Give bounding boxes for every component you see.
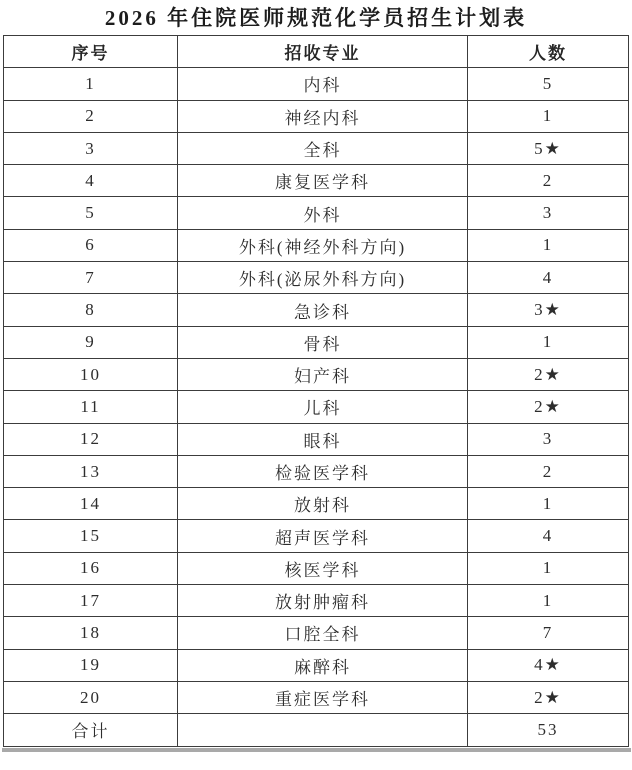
row-headcount: 3	[468, 423, 629, 455]
table-row	[4, 488, 629, 520]
row-major: 检验医学科	[178, 455, 468, 487]
row-major: 核医学科	[178, 552, 468, 584]
row-major: 儿科	[178, 391, 468, 423]
table-row	[4, 132, 629, 164]
row-serial-number: 11	[4, 391, 178, 423]
row-headcount: 3	[468, 197, 629, 229]
row-headcount: 2★	[468, 391, 629, 423]
col-header-recruitment-major: 招收专业	[178, 36, 468, 68]
row-major: 妇产科	[178, 358, 468, 390]
recruitment-plan-table	[3, 35, 629, 747]
row-major: 内科	[178, 68, 468, 100]
header-row	[4, 36, 629, 68]
row-headcount: 7	[468, 617, 629, 649]
row-headcount: 1	[468, 326, 629, 358]
page-bottom-edge-shadow	[2, 748, 631, 752]
row-serial-number: 12	[4, 423, 178, 455]
row-headcount: 2★	[468, 358, 629, 390]
row-major: 神经内科	[178, 100, 468, 132]
row-serial-number: 9	[4, 326, 178, 358]
row-serial-number: 19	[4, 649, 178, 681]
row-headcount: 4★	[468, 649, 629, 681]
row-headcount: 2★	[468, 681, 629, 713]
table-row	[4, 423, 629, 455]
row-serial-number: 16	[4, 552, 178, 584]
row-serial-number: 14	[4, 488, 178, 520]
row-headcount: 1	[468, 552, 629, 584]
row-serial-number: 8	[4, 294, 178, 326]
row-serial-number: 13	[4, 455, 178, 487]
table-row	[4, 552, 629, 584]
table-row	[4, 197, 629, 229]
total-row-major-empty	[178, 714, 468, 746]
row-headcount: 2	[468, 165, 629, 197]
row-serial-number: 7	[4, 262, 178, 294]
total-row	[4, 714, 629, 746]
row-major: 眼科	[178, 423, 468, 455]
table-row	[4, 681, 629, 713]
table-row	[4, 326, 629, 358]
row-major: 全科	[178, 132, 468, 164]
row-headcount: 1	[468, 100, 629, 132]
table-row	[4, 229, 629, 261]
row-major: 骨科	[178, 326, 468, 358]
row-serial-number: 15	[4, 520, 178, 552]
row-major: 放射科	[178, 488, 468, 520]
row-major: 急诊科	[178, 294, 468, 326]
table-row	[4, 649, 629, 681]
row-serial-number: 4	[4, 165, 178, 197]
row-major: 麻醉科	[178, 649, 468, 681]
table-row	[4, 68, 629, 100]
table-row	[4, 455, 629, 487]
table-row	[4, 520, 629, 552]
row-serial-number: 6	[4, 229, 178, 261]
row-serial-number: 3	[4, 132, 178, 164]
row-headcount: 1	[468, 585, 629, 617]
row-headcount: 2	[468, 455, 629, 487]
row-headcount: 5★	[468, 132, 629, 164]
table-row	[4, 358, 629, 390]
row-serial-number: 20	[4, 681, 178, 713]
total-row-label: 合计	[4, 714, 178, 746]
row-major: 外科(神经外科方向)	[178, 229, 468, 261]
page-title: 2026 年住院医师规范化学员招生计划表	[104, 6, 528, 30]
row-headcount: 1	[468, 488, 629, 520]
row-headcount: 4	[468, 520, 629, 552]
table-row	[4, 391, 629, 423]
table-row	[4, 100, 629, 132]
row-serial-number: 5	[4, 197, 178, 229]
row-serial-number: 10	[4, 358, 178, 390]
row-serial-number: 2	[4, 100, 178, 132]
row-major: 康复医学科	[178, 165, 468, 197]
table-row	[4, 617, 629, 649]
row-serial-number: 18	[4, 617, 178, 649]
col-header-serial-number: 序号	[4, 36, 178, 68]
row-major: 外科(泌尿外科方向)	[178, 262, 468, 294]
table-row	[4, 294, 629, 326]
row-headcount: 3★	[468, 294, 629, 326]
table-row	[4, 165, 629, 197]
row-major: 重症医学科	[178, 681, 468, 713]
row-major: 超声医学科	[178, 520, 468, 552]
row-serial-number: 17	[4, 585, 178, 617]
table-row	[4, 262, 629, 294]
row-headcount: 5	[468, 68, 629, 100]
row-major: 放射肿瘤科	[178, 585, 468, 617]
col-header-headcount: 人数	[468, 36, 629, 68]
row-major: 口腔全科	[178, 617, 468, 649]
total-row-count: 53	[468, 714, 629, 746]
row-major: 外科	[178, 197, 468, 229]
row-headcount: 1	[468, 229, 629, 261]
table-row	[4, 585, 629, 617]
row-headcount: 4	[468, 262, 629, 294]
row-serial-number: 1	[4, 68, 178, 100]
